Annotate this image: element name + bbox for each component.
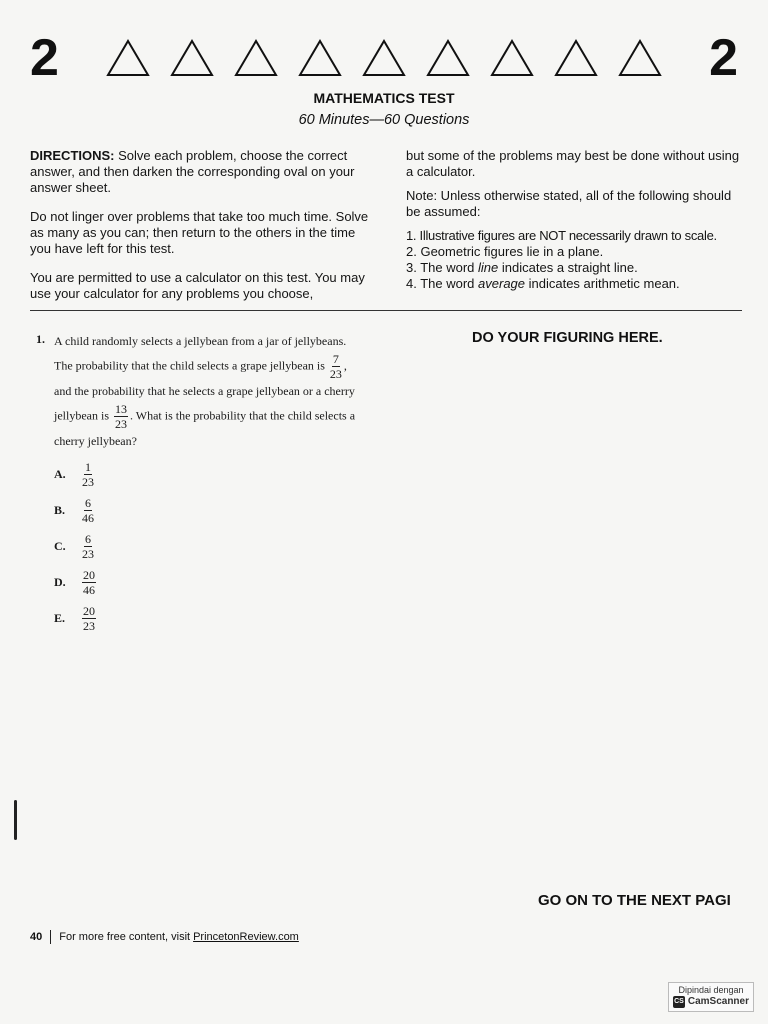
choice-fraction: $\frac{1}{23}$ — [82, 459, 94, 489]
test-title: MATHEMATICS TEST — [313, 90, 455, 106]
choice-fraction: $\frac{20}{46}$ — [83, 567, 95, 597]
triangle-icon — [425, 38, 471, 78]
triangle-icon — [489, 38, 535, 78]
triangle-icon — [233, 38, 279, 78]
question-line: cherry jellybean? — [54, 434, 137, 448]
directions-lead: DIRECTIONS: — [30, 148, 115, 163]
directions-right-column — [406, 148, 741, 292]
question-line: The probability that the child selects a grape jellybean is $\frac{7}{23}$ , — [54, 352, 347, 381]
question-line: A child randomly selects a jellybean from a jar of jellybeans. — [54, 334, 347, 348]
answer-choice-a[interactable]: A. $\frac{1}{23}$ — [54, 459, 94, 489]
assumption-item: 1. Illustrative figures are NOT necessarily drawn to scale. — [406, 228, 717, 243]
scanner-brand: CamScanner — [687, 996, 749, 1007]
triangle-icon — [553, 38, 599, 78]
choice-fraction: $\frac{6}{23}$ — [82, 531, 94, 561]
triangle-icon — [105, 38, 151, 78]
camscanner-icon: CS — [673, 996, 685, 1008]
answer-choice-c[interactable]: C. $\frac{6}{23}$ — [54, 531, 94, 561]
assumption-item: 4. The word average indicates arithmetic mean. — [406, 276, 680, 291]
test-subtitle: 60 Minutes—60 Questions — [298, 112, 470, 128]
assumption-item: 3. The word line indicates a straight line. — [406, 260, 638, 275]
question-line: and the probability that he selects a grape jellybean or a cherry — [54, 384, 355, 398]
directions-paragraph-2: Do not linger over problems that take too much time. Solve as many as you can; then return to the others in the time you have left for this test. — [30, 209, 369, 256]
section-header — [30, 30, 738, 86]
section-divider — [30, 310, 742, 311]
figuring-area-label: DO YOUR FIGURING HERE. — [472, 330, 663, 346]
camscanner-badge — [668, 982, 754, 1012]
directions-left-column — [30, 148, 375, 315]
footer-text: For more free content, visit — [59, 931, 191, 943]
triangle-row — [105, 38, 663, 78]
page-footer — [30, 930, 299, 944]
page-number: 40 — [30, 931, 43, 943]
triangle-icon — [297, 38, 343, 78]
scan-edge-mark — [14, 800, 17, 840]
next-page-instruction: GO ON TO THE NEXT PAGI — [538, 892, 731, 909]
answer-choice-e[interactable]: E. $\frac{20}{23}$ — [54, 603, 95, 633]
triangle-icon — [361, 38, 407, 78]
scanner-caption: Dipindai dengan — [678, 985, 744, 995]
section-number-left: 2 — [30, 29, 59, 87]
directions-paragraph-1 — [30, 148, 375, 196]
question-line: jellybean is $\frac{13}{23}$ . What is the probability that the child selects a — [54, 402, 356, 431]
directions-paragraph-3: You are permitted to use a calculator on this test. You may use your calculator for any problems you choose, — [30, 270, 365, 301]
assumption-item: 2. Geometric figures lie in a plane. — [406, 244, 604, 259]
footer-link[interactable]: PrincetonReview.com — [193, 931, 299, 943]
choice-fraction: $\frac{20}{23}$ — [83, 603, 95, 633]
triangle-icon — [617, 38, 663, 78]
directions-p1-text: Solve each problem, choose the correct answer, and then darken the corresponding oval on your answer sheet. — [30, 148, 355, 195]
directions-paragraph-4: but some of the problems may best be done without using a calculator. — [406, 148, 740, 179]
answer-choice-d[interactable]: D. $\frac{20}{46}$ — [54, 567, 95, 597]
triangle-icon — [169, 38, 215, 78]
assumptions-list — [406, 228, 741, 292]
fraction-grape-or-cherry: $\frac{13}{23}$ — [114, 402, 127, 431]
scanner-brand-row — [673, 996, 749, 1008]
answer-choice-b[interactable]: B. $\frac{6}{46}$ — [54, 495, 94, 525]
question-text — [54, 330, 384, 453]
choice-fraction: $\frac{6}{46}$ — [82, 495, 94, 525]
fraction-grape: $\frac{7}{23}$ — [329, 352, 342, 381]
section-number-right: 2 — [709, 29, 738, 87]
footer-divider — [50, 930, 51, 944]
question-number: 1. — [36, 332, 45, 346]
directions-note: Note: Unless otherwise stated, all of the following should be assumed: — [406, 188, 732, 219]
